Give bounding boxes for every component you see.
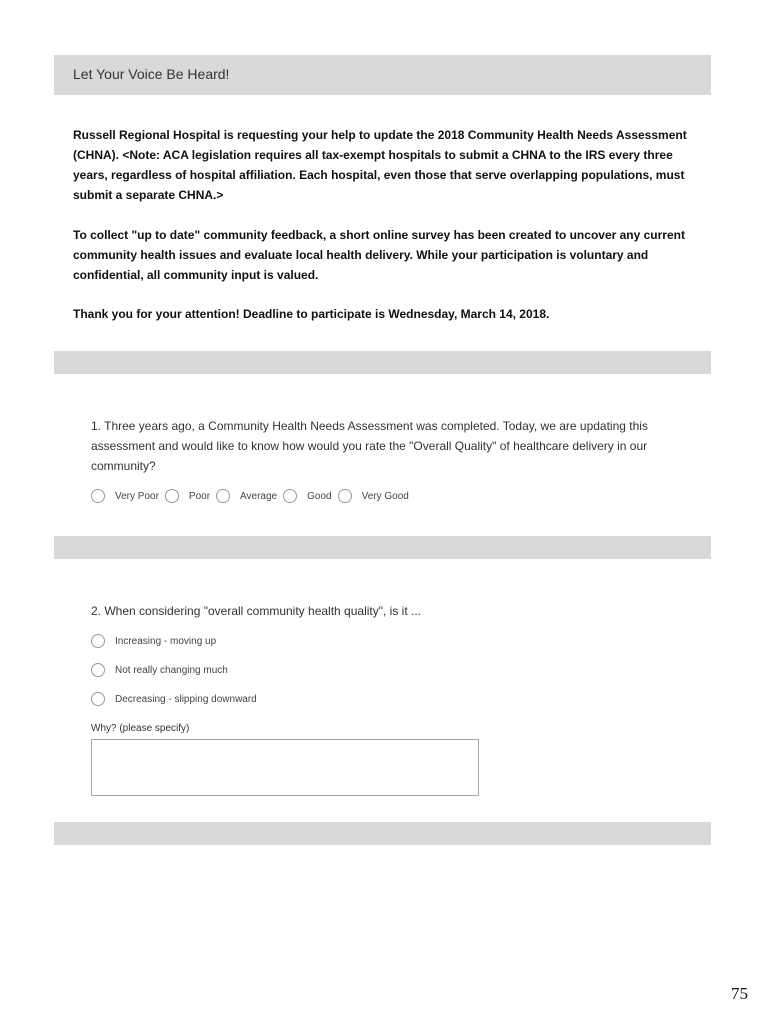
section-divider	[54, 536, 711, 559]
question-2-trend-options	[91, 632, 263, 719]
rating-option-label: Very Poor	[115, 490, 159, 502]
intro-paragraph-deadline: Thank you for your attention! Deadline to participate is Wednesday, March 14, 2018.	[73, 307, 550, 321]
radio-button[interactable]	[216, 489, 230, 503]
intro-paragraph-request: Russell Regional Hospital is requesting your help to update the 2018 Community Health Needs Assessment (CHNA). <Note: ACA legislation requires all tax-exempt hospitals to submit a CHNA to the IRS every three years, regardless of hospital affiliation. Each hospital, even those that serve overlapping populations, must submit a separate CHNA.>	[73, 128, 687, 202]
section-divider	[54, 822, 711, 845]
survey-header-bar	[54, 55, 711, 95]
radio-button[interactable]	[91, 692, 105, 706]
rating-option-label: Good	[307, 490, 332, 502]
intro-paragraph-purpose: To collect "up to date" community feedback, a short online survey has been created to uncover any current community health issues and evaluate local health delivery. While your participation is voluntary and confidential, all community input is valued.	[73, 228, 685, 282]
radio-button[interactable]	[91, 663, 105, 677]
trend-option-not-changing[interactable]	[91, 661, 263, 679]
radio-button[interactable]	[283, 489, 297, 503]
rating-option-very-poor[interactable]	[91, 489, 165, 503]
rating-option-label: Average	[240, 490, 278, 502]
radio-button[interactable]	[91, 489, 105, 503]
radio-button[interactable]	[165, 489, 179, 503]
rating-option-average[interactable]	[216, 489, 283, 503]
trend-option-increasing[interactable]	[91, 632, 263, 650]
page-number: 75	[731, 984, 748, 1003]
question-2-text: 2. When considering "overall community health quality", is it ...	[91, 604, 421, 618]
trend-option-decreasing[interactable]	[91, 690, 263, 708]
trend-option-label: Decreasing - slipping downward	[115, 693, 257, 705]
radio-button[interactable]	[338, 489, 352, 503]
section-divider	[54, 351, 711, 374]
survey-title: Let Your Voice Be Heard!	[73, 66, 230, 82]
trend-option-label: Not really changing much	[115, 664, 228, 676]
why-specify-input[interactable]	[91, 739, 479, 796]
rating-option-label: Very Good	[361, 490, 409, 502]
question-1-rating-options	[91, 487, 415, 505]
why-specify-label: Why? (please specify)	[91, 723, 190, 734]
question-1-text: 1. Three years ago, a Community Health Needs Assessment was completed. Today, we are updating this assessment and would like to know how would you rate the "Overall Quality" of healthcare delivery in our community?	[91, 419, 648, 473]
rating-option-good[interactable]	[283, 489, 337, 503]
rating-option-very-good[interactable]	[338, 489, 415, 503]
rating-option-poor[interactable]	[165, 489, 216, 503]
trend-option-label: Increasing - moving up	[115, 635, 217, 647]
radio-button[interactable]	[91, 634, 105, 648]
rating-option-label: Poor	[188, 490, 211, 502]
